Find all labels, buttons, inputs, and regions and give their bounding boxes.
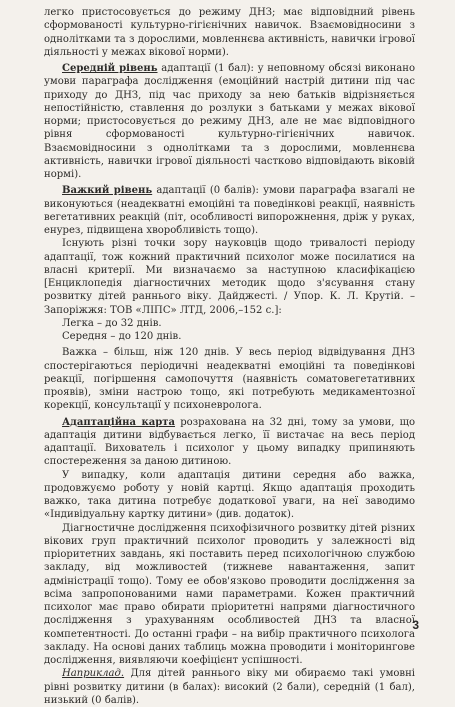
- paragraph-medium-level: [44, 62, 415, 181]
- paragraph-text: Для дітей раннього віку ми обираємо такі умовні рівні розвитку дитини (в балах): високий (2 бали), середній (1 бал), низький (0 балів).: [44, 668, 415, 706]
- list-item-medium: [44, 330, 415, 343]
- paragraph-text: Легка – до 32 днів.: [62, 317, 162, 329]
- paragraph-new-card: [44, 469, 415, 522]
- paragraph-high-level-continuation: [44, 6, 415, 59]
- paragraph-adaptation-classification: [44, 237, 415, 317]
- page-content: [44, 0, 415, 707]
- term-hard-level: Важкий рівень: [62, 185, 153, 197]
- paragraph-text: Існують різні точки зору науковців щодо тривалості періоду адаптації, тож кожний практичний психолог може посилатися на власні критерії. Ми визначаємо за наступною класифікацією [Енциклопедія діагностичних методик щодо з'ясування стану розвитку дітей раннього віку. Дайджесті. / Упор. К. Л. Крутій. – Запоріжжя: ТОВ «ЛІПС» ЛТД, 2006,–152 с.]:: [44, 238, 415, 316]
- paragraph-diagnostic-research: [44, 522, 415, 668]
- term-example: Наприклад.: [62, 668, 125, 680]
- paragraph-text: розрахована на 32 дні, тому за умови, що адаптація дитини відбувається легко, її вистачає на весь період адаптації. Вихователь і психолог у цьому випадку припиняють спостереження за даною дитиною.: [44, 416, 416, 468]
- paragraph-adaptation-card: [44, 416, 415, 469]
- paragraph-text: Діагностичне дослідження психофізичного розвитку дітей різних вікових груп практичний психолог проводить у залежності від пріоритетних завдань, які поставить перед психологічною службою закладу, від можливостей (тижневе навантаження, запит адміністрації тощо). Тому ее обов'язково проводити дослідження за всіма запропонованими нами параметрами. Кожен практичний психолог має право обирати пріоритетні напрями діагностичного дослідження з урахуванням особливостей ДНЗ та власної компетентності. До останні графи – на вибір практичного психолога закладу. На основі даних таблиць можна проводити і моніторингове дослідження, виявляючи коефіцієнт успішності.: [44, 522, 415, 666]
- paragraph-text: адаптації (0 балів): умови параграфа взагалі не виконуються (неадекватні емоційні та поведінкові реакції, наявність вегетативних реакцій (піт, особливості випорожнення, дріж у руках, енурез, підвищена хворобливість тощо).: [44, 185, 415, 236]
- paragraph-text: Середня – до 120 днів.: [62, 331, 182, 342]
- page-number: 3: [412, 618, 419, 632]
- paragraph-example: [44, 667, 415, 707]
- list-item-hard: [44, 346, 415, 412]
- paragraph-hard-level: [44, 184, 415, 237]
- paragraph-text: У випадку, коли адаптація дитини середня або важка, продовжуємо роботу у новій картці. Якщо адаптація проходить важко, така дитина потребує додаткової уваги, на неї заводимо «Індивідуальну картку дитини» (див. додаток).: [44, 469, 415, 521]
- paragraph-text: Важка – більш, ніж 120 днів. У весь період відвідування ДНЗ спостерігаються періодичні неадекватні емоційні та поведінкові реакції, погіршення самопочуття (наявність соматовегетативних проявів), зміни настрою тощо, які потребують медикаментозної корекції, консультації у психоневролога.: [44, 347, 415, 412]
- term-adaptation-card: Адаптаційна карта: [62, 416, 176, 428]
- paragraph-text: адаптації (1 бал): у неповному обсязі виконано умови параграфа дослідження (емоційний настрій дитини під час приходу до ДНЗ, під час приходу за нею батьків відрізняється непостійністю, ставлення до розлуки з батьками у межах вікової норми; пристосовується до режиму ДНЗ, але не має відповідного рівня сформованості культурно-гігієнічних навичок. Взаємовідносини з однолітками та з дорослими, мовленнєва активність, навички ігрової діяльності частково відповідають віковій нормі).: [44, 63, 415, 180]
- paragraph-text: легко пристосовується до режиму ДНЗ; має відповідний рівень сформованості культурно-гігієнічних навичок. Взаємовідносини з однолітками та з дорослими, мовленнєва активність, навички ігрової діяльності у межах вікової норми).: [44, 7, 415, 58]
- term-medium-level: Середній рівень: [62, 63, 158, 74]
- list-item-light: [44, 317, 415, 330]
